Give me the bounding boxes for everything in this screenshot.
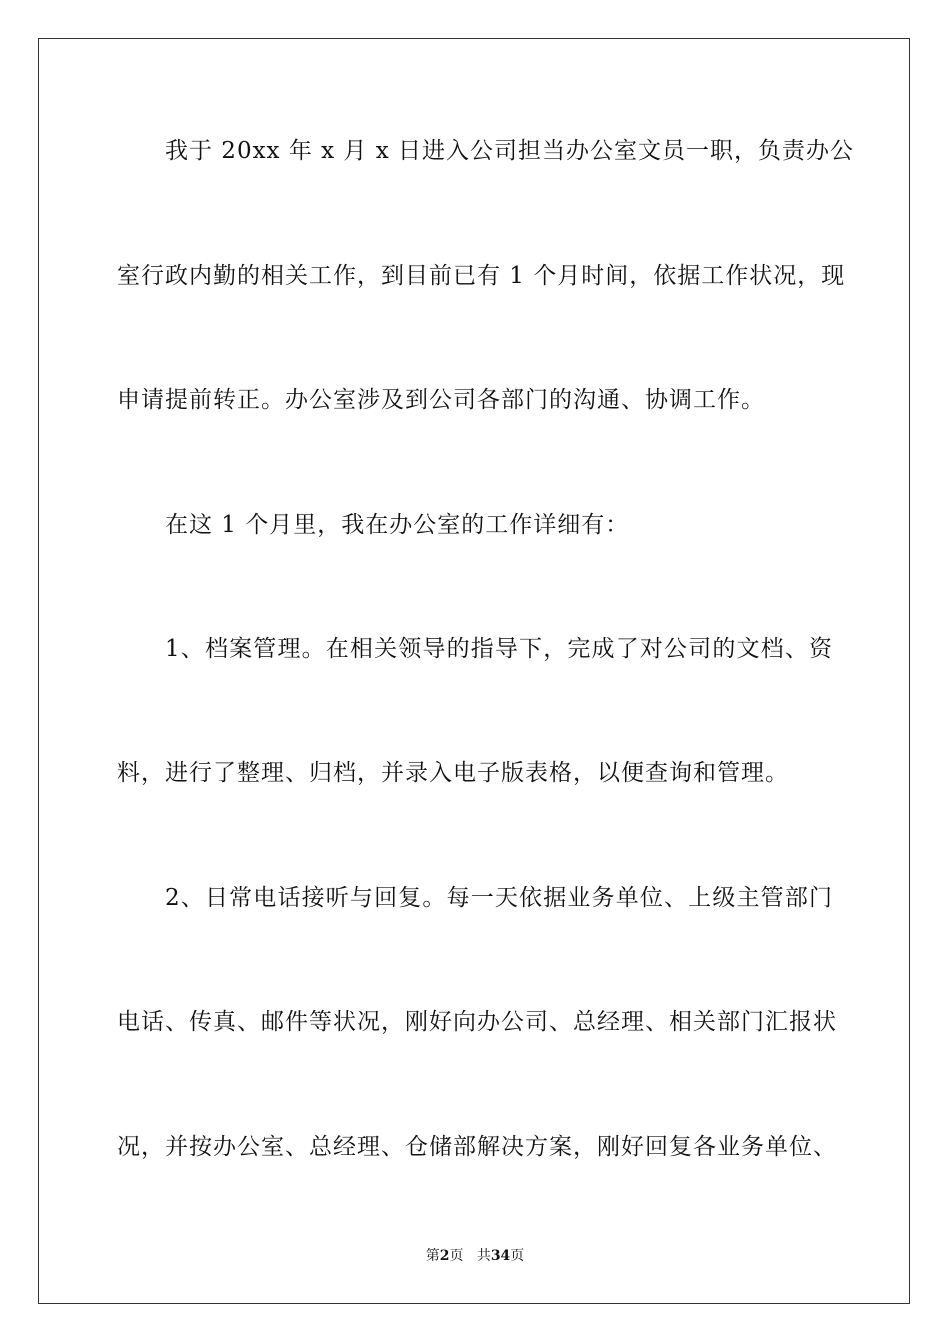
footer-total-suffix: 页: [510, 1248, 525, 1264]
page-border: [38, 38, 910, 1304]
paragraph-line-4: 在这 1 个月里，我在办公室的工作详细有：: [165, 512, 630, 538]
paragraph-line-6: 料，进行了整理、归档，并录入电子版表格，以便查询和管理。: [117, 760, 789, 786]
footer-page-suffix: 页: [449, 1248, 464, 1264]
footer-total-pages: 34: [490, 1248, 511, 1264]
footer-total-prefix: 共: [476, 1248, 491, 1264]
paragraph-line-1: 我于 20xx 年 x 月 x 日进入公司担当办公室文员一职，负责办公: [165, 138, 855, 164]
page-footer: [0, 1246, 950, 1266]
footer-page-prefix: 第: [425, 1248, 440, 1264]
paragraph-line-2: 室行政内勤的相关工作，到目前已有 1 个月时间，依据工作状况，现: [117, 263, 846, 289]
paragraph-line-9: 况，并按办公室、总经理、仓储部解决方案，刚好回复各业务单位、: [117, 1134, 837, 1160]
footer-page-number: 2: [439, 1248, 450, 1264]
paragraph-line-8: 电话、传真、邮件等状况，刚好向办公司、总经理、相关部门汇报状: [117, 1009, 837, 1035]
paragraph-line-5: 1、档案管理。在相关领导的指导下，完成了对公司的文档、资: [165, 636, 833, 662]
paragraph-line-7: 2、日常电话接听与回复。每一天依据业务单位、上级主管部门: [165, 885, 833, 911]
paragraph-line-3: 申请提前转正。办公室涉及到公司各部门的沟通、协调工作。: [117, 387, 765, 413]
